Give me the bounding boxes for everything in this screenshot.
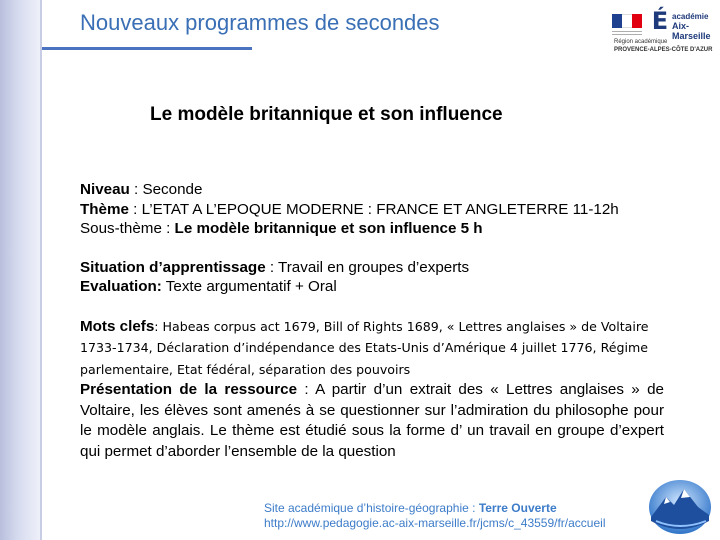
document-body [80,180,664,462]
niveau-label: Niveau [80,181,130,198]
french-flag-icon [612,14,642,28]
mots-clefs-paragraph [80,316,664,381]
sous-theme-label: Sous-thème : [80,220,175,237]
academie-e-icon: É [651,7,669,35]
presentation-paragraph [80,380,664,462]
header-underline [42,47,252,50]
region-label: Région académique [614,39,668,45]
region-name: PROVENCE-ALPES-CÔTE D'AZUR [614,47,713,53]
footer-site-prefix: Site académique d’histoire-géographie : [264,501,479,515]
left-sidebar-band [0,0,40,540]
sidebar-edge [40,0,42,540]
situation-value: : Travail en groupes d’experts [265,258,470,276]
mots-clefs-value: : Habeas corpus act 1679, Bill of Rights 1689, « Lettres anglaises » de Voltaire 1733-1734, Déclaration d’indépendance des Etats-Unis d’Amérique 4 juillet 1776, Régime parlementaire, Etat fédéral, séparation des pouvoirs [80,318,649,377]
academie-name: Aix-Marseille [672,21,711,41]
evaluation-label: Evaluation: [80,278,162,295]
presentation-label: Présentation de la ressource [80,381,298,398]
footer-url[interactable]: http://www.pedagogie.ac-aix-marseille.fr/jcms/c_43559/fr/accueil [264,516,606,530]
presentation-value: : A partir d’un extrait des « Lettres anglaises » de Voltaire, les élèves sont amenés à se questionner sur l’admiration du philosophe pour le modèle anglais. Le thème est étudié sous la forme d’ un travail en groupe d’expert qui permet d’aborder l’ensemble de la question [80,381,664,460]
niveau-line [80,180,664,200]
mots-clefs-label: Mots clefs [80,317,155,335]
academie-label: académie [672,12,709,21]
theme-line [80,200,664,220]
footer-site-link[interactable]: Terre Ouverte [478,501,557,515]
sous-theme-line [80,219,664,239]
theme-label: Thème [80,200,129,218]
sous-theme-value: Le modèle britannique et son influence 5 h [174,220,483,237]
theme-value: : L’ETAT A L’EPOQUE MODERNE : FRANCE ET ANGLETERRE 11-12h [128,200,619,218]
republique-text-mark [612,31,642,37]
situation-line [80,258,664,278]
niveau-value: : Seconde [129,181,203,198]
evaluation-value: Texte argumentatif + Oral [161,278,337,295]
footer-credits [264,501,605,531]
footer-site-line [264,501,605,516]
situation-label: Situation d’apprentissage [80,258,266,276]
terre-ouverte-logo-icon [648,477,712,535]
header-title: Nouveaux programmes de secondes [80,10,440,35]
document-title: Le modèle britannique et son influence [150,104,503,125]
academie-logo [612,4,712,60]
evaluation-line [80,277,664,297]
